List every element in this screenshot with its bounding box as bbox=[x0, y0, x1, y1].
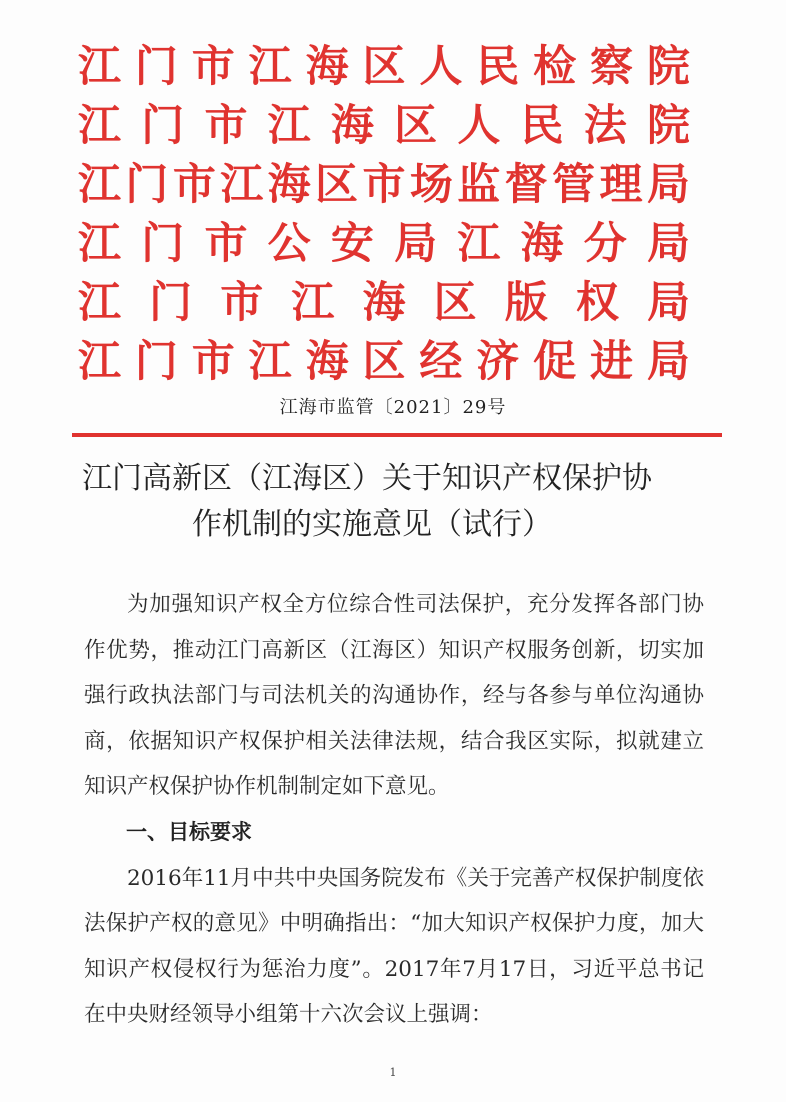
issuer-char: 江 bbox=[78, 278, 121, 328]
issuer-char: 市 bbox=[362, 160, 406, 210]
document-title bbox=[82, 456, 712, 548]
issuer-char: 济 bbox=[476, 337, 520, 387]
issuer-char: 局 bbox=[646, 160, 690, 210]
issuer-char: 江 bbox=[220, 160, 264, 210]
issuer-char: 版 bbox=[504, 278, 548, 328]
issuer-char: 察 bbox=[590, 42, 634, 92]
issuer-char: 门 bbox=[141, 219, 185, 269]
issuer-char: 人 bbox=[419, 42, 463, 92]
issuer-char: 门 bbox=[134, 337, 178, 387]
issuer-char: 检 bbox=[533, 42, 577, 92]
issuer-char: 理 bbox=[599, 160, 643, 210]
issuer-char: 市 bbox=[220, 278, 264, 328]
issuer-char: 市 bbox=[191, 337, 235, 387]
section-paragraph: 2016年11月中共中央国务院发布《关于完善产权保护制度依法保护产权的意见》中明确指出：“加大知识产权保护力度，加大知识产权侵权行为惩治力度”。2017年7月17日，习近平总书记在中央财经领导小组第十六次会议上强调： bbox=[84, 865, 704, 1028]
issuer-line bbox=[78, 333, 690, 392]
issuer-char: 市 bbox=[204, 219, 248, 269]
issuer-char: 江 bbox=[248, 337, 292, 387]
page-number: 1 bbox=[389, 1066, 397, 1079]
issuer-char: 局 bbox=[647, 278, 690, 328]
issuer-line bbox=[78, 156, 690, 215]
issuer-char: 江 bbox=[457, 219, 501, 269]
issuer-line bbox=[78, 274, 690, 333]
issuer-char: 人 bbox=[457, 101, 501, 151]
issuer-char: 门 bbox=[134, 42, 178, 92]
issuer-char: 区 bbox=[362, 337, 406, 387]
issuer-line bbox=[78, 38, 690, 97]
issuer-char: 海 bbox=[305, 42, 349, 92]
issuer-char: 市 bbox=[172, 160, 216, 210]
issuer-char: 江 bbox=[78, 337, 121, 387]
issuer-char: 江 bbox=[78, 160, 121, 210]
issuer-char: 安 bbox=[330, 219, 374, 269]
issuer-char: 进 bbox=[590, 337, 634, 387]
issuer-char: 局 bbox=[394, 219, 438, 269]
issuer-char: 门 bbox=[125, 160, 169, 210]
intro-paragraph: 为加强知识产权全方位综合性司法保护，充分发挥各部门协作优势，推动江门高新区（江海区）知识产权服务创新，切实加强行政执法部门与司法机关的沟通协作，经与各参与单位沟通协商，依据知识产权保护相关法律法规，结合我区实际，拟就建立知识产权保护协作机制制定如下意见。 bbox=[84, 592, 704, 800]
issuer-char: 区 bbox=[315, 160, 359, 210]
issuer-char: 经 bbox=[419, 337, 463, 387]
issuer-char: 局 bbox=[646, 337, 690, 387]
issuer-char: 院 bbox=[646, 42, 690, 92]
issuer-char: 区 bbox=[433, 278, 477, 328]
issuer-char: 江 bbox=[78, 101, 121, 151]
document-body bbox=[84, 582, 704, 1038]
issuer-char: 民 bbox=[476, 42, 520, 92]
issuer-line bbox=[78, 97, 690, 156]
issuer-char: 江 bbox=[267, 101, 311, 151]
issuer-char: 海 bbox=[520, 219, 564, 269]
issuer-char: 市 bbox=[191, 42, 235, 92]
issuer-char: 管 bbox=[552, 160, 596, 210]
issuer-char: 监 bbox=[457, 160, 501, 210]
issuer-char: 公 bbox=[267, 219, 311, 269]
issuer-char: 法 bbox=[583, 101, 627, 151]
red-divider bbox=[72, 433, 722, 437]
issuer-char: 门 bbox=[149, 278, 193, 328]
issuer-char: 分 bbox=[583, 219, 627, 269]
issuer-char: 促 bbox=[533, 337, 577, 387]
issuer-char: 区 bbox=[362, 42, 406, 92]
issuer-char: 江 bbox=[291, 278, 335, 328]
issuer-char: 权 bbox=[575, 278, 619, 328]
issuer-char: 江 bbox=[78, 219, 121, 269]
title-line-1: 江门高新区（江海区）关于知识产权保护协 bbox=[82, 461, 652, 496]
issuer-char: 海 bbox=[362, 278, 406, 328]
title-line-2: 作机制的实施意见（试行） bbox=[192, 507, 552, 542]
document-number: 江海市监管〔2021〕29号 bbox=[279, 397, 507, 418]
issuer-char: 海 bbox=[267, 160, 311, 210]
issuer-char: 区 bbox=[394, 101, 438, 151]
issuer-char: 江 bbox=[248, 42, 292, 92]
issuer-char: 督 bbox=[504, 160, 548, 210]
section-heading: 一、目标要求 bbox=[126, 819, 252, 844]
issuer-char: 海 bbox=[305, 337, 349, 387]
issuer-char: 江 bbox=[78, 42, 121, 92]
issuer-char: 海 bbox=[330, 101, 374, 151]
issuer-char: 民 bbox=[520, 101, 564, 151]
issuer-char: 院 bbox=[646, 101, 690, 151]
issuer-char: 局 bbox=[646, 219, 690, 269]
issuer-char: 市 bbox=[204, 101, 248, 151]
issuer-char: 门 bbox=[141, 101, 185, 151]
issuer-list bbox=[78, 38, 690, 392]
issuer-line bbox=[78, 215, 690, 274]
issuer-char: 场 bbox=[409, 160, 453, 210]
